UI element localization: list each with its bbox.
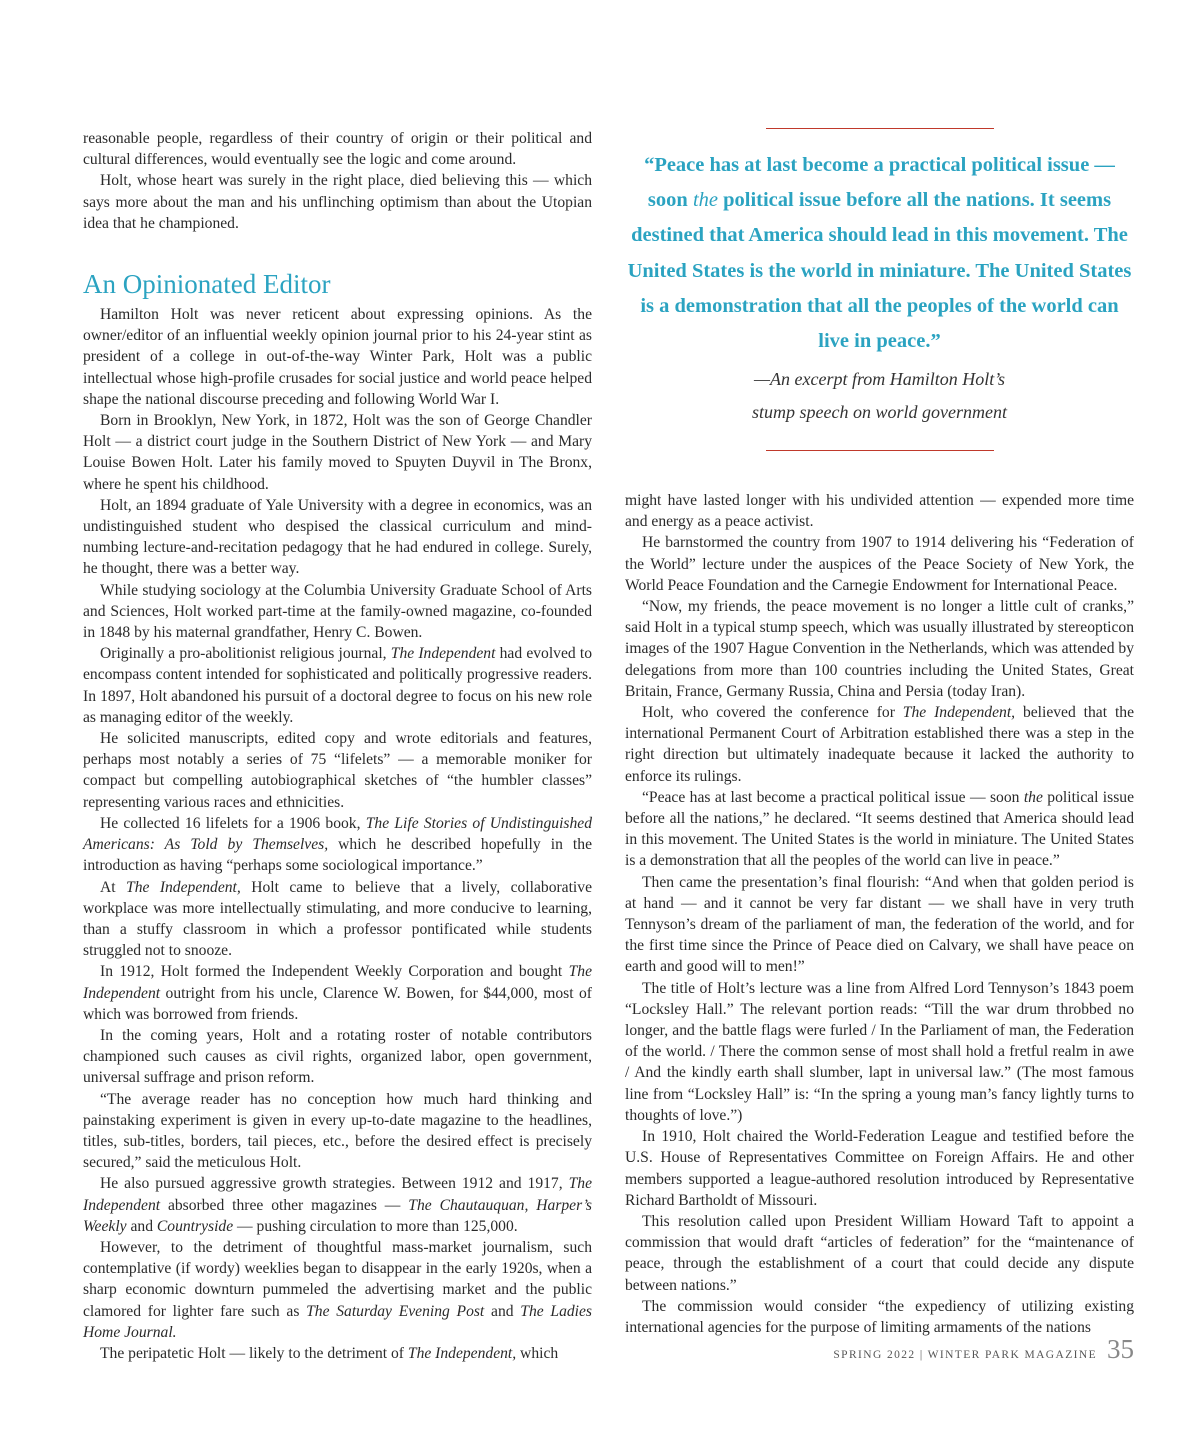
body-paragraph: The title of Holt’s lecture was a line from Alfred Lord Tennyson’s 1843 poem “Locksley Hall.” The relevant portion reads: “Till the war drum throbbed no longer, and the battle flags were furled / In the Parliament of man, the Federation of the world. / There the common sense of most shall hold a fretful realm in awe / And the kindly earth shall slumber, lapt in universal law.” (The most famous line from “Locksley Hall” is: “In the spring a young man’s fancy lightly turns to thoughts of love.”) xyxy=(625,979,1134,1124)
text-run: which he described hopefully in the introduction as having “perhaps some sociological importance.” xyxy=(83,836,592,875)
text-run: However, to the detriment of thoughtful mass-market journalism, such contemplative (if wordy) weeklies began to disappear in the early 1920s, when a sharp economic downturn pummeled the advertising market and the public clamored for lighter fare such as xyxy=(83,1238,592,1320)
text-run: “Peace has at last become a practical political issue — soon xyxy=(644,154,1115,212)
publication-title: The Independent xyxy=(83,1175,592,1214)
text-run: — pushing circulation to more than 125,000. xyxy=(233,1217,518,1235)
pull-quote xyxy=(625,128,1134,451)
body-paragraph xyxy=(83,813,592,877)
body-paragraph: Holt, an 1894 graduate of Yale University with a degree in economics, was an undistinguished student who despised the classical curriculum and mind-numbing lecture-and-recitation pedagogy that he had endured in college. Surely, he thought, there was a better way. xyxy=(83,496,592,578)
text-run: believed that the international Permanent Court of Arbitration established there was a step in the right direction but ultimately inadequate because it lacked the authority to enforce its rulings. xyxy=(625,704,1134,785)
publication-title: The Independent, xyxy=(902,704,1016,722)
left-column xyxy=(83,128,592,1364)
body-paragraph xyxy=(625,702,1134,787)
emphasis: the xyxy=(1023,788,1043,806)
publication-title: The Independent xyxy=(390,645,496,663)
text-run: Holt came to believe that a lively, collaborative workplace was more intellectually stimulating, and more conducive to learning, than a stuffy classroom in which a professor pontificated while students struggled not to snooze. xyxy=(83,878,592,960)
body-paragraph: might have lasted longer with his undivided attention — expended more time and energy as a peace activist. xyxy=(625,492,1134,531)
issue-label: SPRING 2022 | WINTER PARK MAGAZINE xyxy=(833,1349,1097,1361)
text-run: Holt, who covered the conference for xyxy=(642,704,903,722)
body-paragraph xyxy=(625,787,1134,872)
publication-title: The Independent, xyxy=(407,1344,517,1362)
body-paragraph: He solicited manuscripts, edited copy and wrote editorials and features, perhaps most notably a series of 75 “lifelets” — a memorable moniker for compact but compelling autobiographical sketches of “the humbler classes” representing various races and ethnicities. xyxy=(83,730,592,811)
body-paragraph xyxy=(83,1173,592,1237)
text-run: political issue before all the nations,” he declared. “It seems destined that America should lead in this movement. The United States is the world in miniature. The United States is a demonstration that all the peoples of the world can live in peace.” xyxy=(625,788,1134,870)
text-run: and xyxy=(484,1302,521,1320)
publication-title: Countryside xyxy=(156,1217,234,1235)
body-paragraph: Born in Brooklyn, New York, in 1872, Holt was the son of George Chandler Holt — a district court judge in the Southern District of New York — and Mary Louise Bowen Holt. Later his family moved to Spuyten Duyvil in The Bronx, where he spent his childhood. xyxy=(83,412,592,493)
text-run: In 1912, Holt formed the Independent Weekly Corporation and bought xyxy=(100,963,569,981)
attribution-line: —An excerpt from Hamilton Holt’s xyxy=(754,369,1005,390)
body-paragraph xyxy=(83,877,592,962)
publication-title: The Ladies Home Journal. xyxy=(83,1302,592,1341)
body-paragraph: Holt, whose heart was surely in the right place, died believing this — which says more about the man and his unflinching optimism than about the Utopian idea that he championed. xyxy=(83,172,592,232)
text-run: which xyxy=(516,1344,559,1362)
body-paragraph: In 1910, Holt chaired the World-Federation League and testified before the U.S. House of Representatives Committee on Foreign Affairs. He and other members supported a league-authored resolution introduced by Representative Richard Bartholdt of Missouri. xyxy=(625,1128,1134,1209)
text-run: political issue before all the nations. It seems destined that America should lead in this movement. The United States is the world in miniature. The United States is a demonstration that all the peoples of the world can live in peace.” xyxy=(627,189,1132,353)
attribution-line: stump speech on world government xyxy=(752,401,1007,422)
body-paragraph: “Now, my friends, the peace movement is no longer a little cult of cranks,” said Holt in a typical stump speech, which was usually illustrated by stereopticon images of the 1907 Hague Convention in the Netherlands, which was attended by delegations from more than 100 countries including the United States, Great Britain, France, Germany Russia, China and Persia (today Iran). xyxy=(625,598,1134,700)
right-column xyxy=(625,490,1134,1338)
body-paragraph xyxy=(83,961,592,1025)
body-paragraph: This resolution called upon President William Howard Taft to appoint a commission that would draft “articles of federation” for the “maintenance of peace, through the establishment of a court that could decide any dispute between nations.” xyxy=(625,1212,1134,1294)
pull-quote-text xyxy=(625,148,1134,359)
text-run: The peripatetic Holt — likely to the detriment of xyxy=(100,1344,408,1362)
publication-title: The Saturday Evening Post xyxy=(306,1302,485,1320)
text-run: “Peace has at last become a practical political issue — soon xyxy=(642,788,1024,806)
text-run: Originally a pro-abolitionist religious journal, xyxy=(100,645,391,663)
text-run: had evolved to encompass content intended for sophisticated and politically progressive readers. In 1897, Holt abandoned his pursuit of a doctoral degree to focus on his new role as managing editor of the weekly. xyxy=(83,645,592,726)
body-paragraph xyxy=(83,1237,592,1343)
body-paragraph: He barnstormed the country from 1907 to 1914 delivering his “Federation of the World” lecture under the auspices of the Peace Society of New York, the World Peace Foundation and the Carnegie Endowment for International Peace. xyxy=(625,534,1134,594)
page-number: 35 xyxy=(1107,1334,1134,1364)
publication-title: The Chautauquan, Harper’s Weekly xyxy=(83,1196,593,1235)
body-paragraph: While studying sociology at the Columbia University Graduate School of Arts and Sciences, Holt worked part-time at the family-owned magazine, co-founded in 1848 by his maternal grandfather, Henry C. Bowen. xyxy=(83,581,592,642)
footer-content xyxy=(833,1334,1134,1374)
text-run: outright from his uncle, Clarence W. Bowen, for $44,000, most of which was borrowed from friends. xyxy=(83,984,592,1023)
emphasis: the xyxy=(692,189,718,212)
text-run: and xyxy=(126,1217,157,1235)
publication-title: The Life Stories of Undistinguished Americans: As Told by Themselves, xyxy=(83,814,592,854)
body-paragraph: In the coming years, Holt and a rotating roster of notable contributors championed such causes as civil rights, organized labor, open government, universal suffrage and prison reform. xyxy=(83,1026,592,1087)
body-paragraph: reasonable people, regardless of their country of origin or their political and cultural differences, would eventually see the logic and come around. xyxy=(83,130,592,169)
text-run: absorbed three other magazines — xyxy=(160,1196,409,1214)
body-paragraph: “The average reader has no conception how much hard thinking and painstaking experiment is given in every up-to-date magazine to the headlines, titles, sub-titles, borders, tail pieces, etc., before the desired effect is precisely secured,” said the meticulous Holt. xyxy=(83,1090,592,1172)
text-run: He collected 16 lifelets for a 1906 book, xyxy=(100,814,366,832)
publication-title: The Independent, xyxy=(126,878,241,896)
pull-quote-attribution xyxy=(625,363,1134,428)
bottom-divider xyxy=(766,450,994,451)
publication-title: The Independent xyxy=(83,963,592,1002)
body-paragraph xyxy=(83,1343,592,1364)
body-paragraph: Hamilton Holt was never reticent about expressing opinions. As the owner/editor of an influential weekly opinion journal prior to his 24-year stint as president of a college in out-of-the-way Winter Park, Holt was a public intellectual whose high-profile crusades for social justice and world peace helped shape the national discourse preceding and following World War I. xyxy=(83,306,592,408)
top-divider xyxy=(766,128,994,129)
text-run: At xyxy=(100,878,127,896)
section-heading: An Opinionated Editor xyxy=(83,269,331,300)
body-paragraph xyxy=(83,643,592,728)
body-paragraph: Then came the presentation’s final flourish: “And when that golden period is at hand — and it cannot be very far distant — we shall have in very truth Tennyson’s dream of the parliament of man, the federation of the world, and for the first time since the Prince of Peace died on Calvary, we shall have peace on earth and good will to men!” xyxy=(625,873,1134,976)
body-paragraph: The commission would consider “the expediency of utilizing existing international agencies for the purpose of limiting armaments of the nations xyxy=(625,1297,1134,1336)
text-run: He also pursued aggressive growth strategies. Between 1912 and 1917, xyxy=(100,1175,569,1193)
